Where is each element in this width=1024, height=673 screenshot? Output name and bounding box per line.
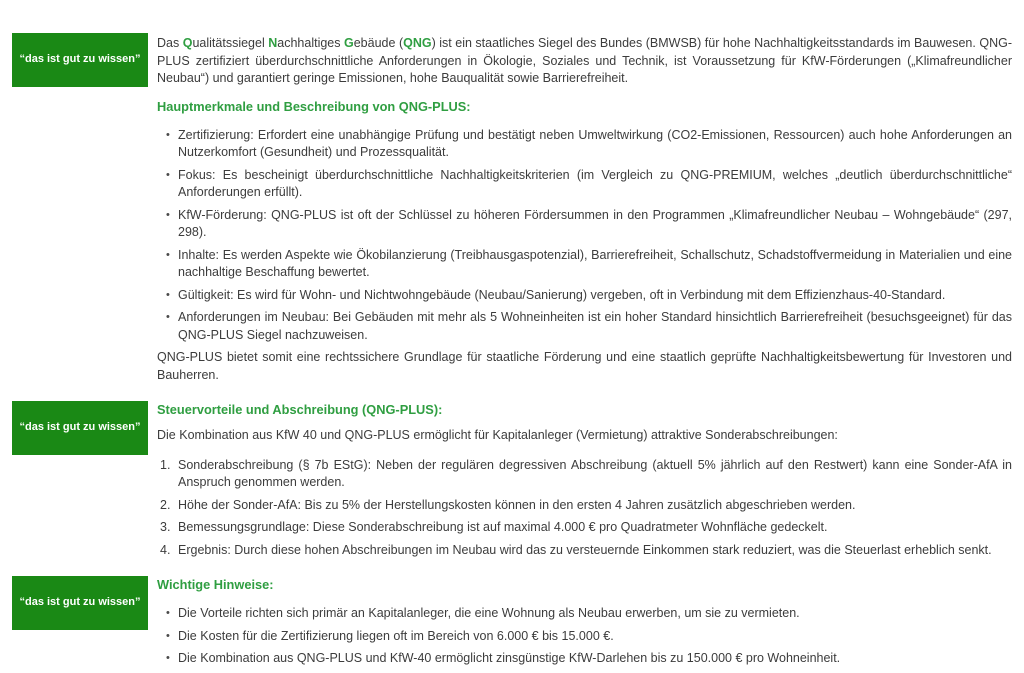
intro-segment-highlight: G [344, 36, 354, 50]
callout-column-3 [0, 576, 148, 630]
intro-segment-highlight: Q [182, 36, 193, 50]
list-item: • KfW-Förderung: QNG-PLUS ist oft der Schlüssel zu höheren Fördersummen in den Programmen „Klimafreundlicher Neubau – Wohngebäude“ (297, 298). [157, 207, 1012, 242]
steuervorteile-numbered-list [157, 457, 1012, 560]
numbered-item: Ergebnis: Durch diese hohen Abschreibungen im Neubau wird das zu versteuernde Einkommen stark reduziert, was die Steuerlast erheblich senkt. [178, 542, 992, 557]
callout-column-2 [0, 401, 148, 455]
callout-column-1 [0, 33, 148, 87]
intro-paragraph [157, 35, 1012, 88]
intro-segment: ebäude ( [353, 36, 404, 50]
intro-segment: ) ist ein staatliches Siegel des Bundes (BMWSB) für hohe Nachhaltigkeitsstandards im Bauwesen. QNG-PLUS zertifiziert überdurchschnittliche Anforderungen in Ökologie, Soziales und Technik, ist Voraussetzung für KfW-Förderungen („Klimafreundlicher Neubau“) und garantiert geringe Emissionen, hohe Bauqualität sowie Barrierefreiheit. [157, 36, 1012, 85]
list-item: • Zertifizierung: Erfordert eine unabhängige Prüfung und bestätigt neben Umweltwirkung (CO2-Emissionen, Ressourcen) auch hohe Anforderungen an Nutzerkomfort (Gesundheit) und Prozessqualität. [157, 127, 1012, 162]
callout-note-3-label: “das ist gut zu wissen” [19, 596, 141, 609]
intro-segment-highlight: N [268, 36, 278, 50]
list-item: • Die Kosten für die Zertifizierung liegen oft im Bereich von 6.000 € bis 15.000 €. [157, 628, 1012, 646]
intro-segment: achhaltiges [277, 36, 344, 50]
callout-note-2-label: “das ist gut zu wissen” [19, 421, 141, 434]
list-item: • Fokus: Es bescheinigt überdurchschnittliche Nachhaltigkeitskriterien (im Vergleich zu QNG-PREMIUM, welches „deutlich überdurchschnittliche“ Anforderungen erfüllt). [157, 167, 1012, 202]
hinweise-list [157, 605, 1012, 668]
list-item: • Anforderungen im Neubau: Bei Gebäuden mit mehr als 5 Wohneinheiten ist ein hoher Standard hinsichtlich Barrierefreiheit (besuchsgeeignet) für das QNG-PLUS Siegel nachzuweisen. [157, 309, 1012, 344]
hauptmerkmale-list [157, 127, 1012, 345]
list-item: • Inhalte: Es werden Aspekte wie Ökobilanzierung (Treibhausgaspotenzial), Barrierefreiheit, Schallschutz, Schadstoffvermeidung in Materialien und eine nachhaltige Beschaffung bewertet. [157, 247, 1012, 282]
numbered-item: Höhe der Sonder-AfA: Bis zu 5% der Herstellungskosten können in den ersten 4 Jahren zusätzlich abgeschrieben werden. [178, 497, 856, 512]
numbered-item: Sonderabschreibung (§ 7b EStG): Neben der regulären degressiven Abschreibung (aktuell 5% jährlich auf den Restwert) kann eine Sonder-AfA in Anspruch genommen werden. [178, 457, 1012, 489]
hinweise-content [148, 576, 1024, 673]
section-steuervorteile [0, 401, 1024, 564]
closing-paragraph: QNG-PLUS bietet somit eine rechtssichere Grundlage für staatliche Förderung und eine staatlich geprüfte Nachhaltigkeitsbewertung für Investoren und Bauherren. [157, 350, 1012, 382]
steuervorteile-content [148, 401, 1024, 564]
intro-segment-highlight: QNG [403, 36, 432, 50]
intro-segment: ualitätssiegel [192, 36, 269, 50]
heading-wichtige-hinweise: Wichtige Hinweise: [157, 577, 274, 592]
heading-steuervorteile: Steuervorteile und Abschreibung (QNG-PLUS): [157, 402, 443, 417]
section-wichtige-hinweise [0, 576, 1024, 673]
intro-segment: Das [157, 36, 183, 50]
overview-content [148, 33, 1024, 384]
callout-note-1-label: “das ist gut zu wissen” [19, 53, 141, 66]
callout-note-1 [12, 33, 148, 87]
list-item: • Die Vorteile richten sich primär an Kapitalanleger, die eine Wohnung als Neubau erwerben, um sie zu vermieten. [157, 605, 1012, 623]
steuervorteile-lead: Die Kombination aus KfW 40 und QNG-PLUS ermöglicht für Kapitalanleger (Vermietung) attraktive Sonderabschreibungen: [157, 428, 838, 442]
section-qng-overview [0, 33, 1024, 384]
list-item: • Die Kombination aus QNG-PLUS und KfW-40 ermöglicht zinsgünstige KfW-Darlehen bis zu 150.000 € pro Wohneinheit. [157, 650, 1012, 668]
callout-note-2 [12, 401, 148, 455]
list-item: • Gültigkeit: Es wird für Wohn- und Nichtwohngebäude (Neubau/Sanierung) vergeben, oft in Verbindung mit dem Effizienzhaus-40-Standard. [157, 287, 1012, 305]
callout-note-3 [12, 576, 148, 630]
numbered-item: Bemessungsgrundlage: Diese Sonderabschreibung ist auf maximal 4.000 € pro Quadratmeter Wohnfläche gedeckelt. [178, 520, 828, 534]
heading-hauptmerkmale: Hauptmerkmale und Beschreibung von QNG-PLUS: [157, 98, 471, 114]
